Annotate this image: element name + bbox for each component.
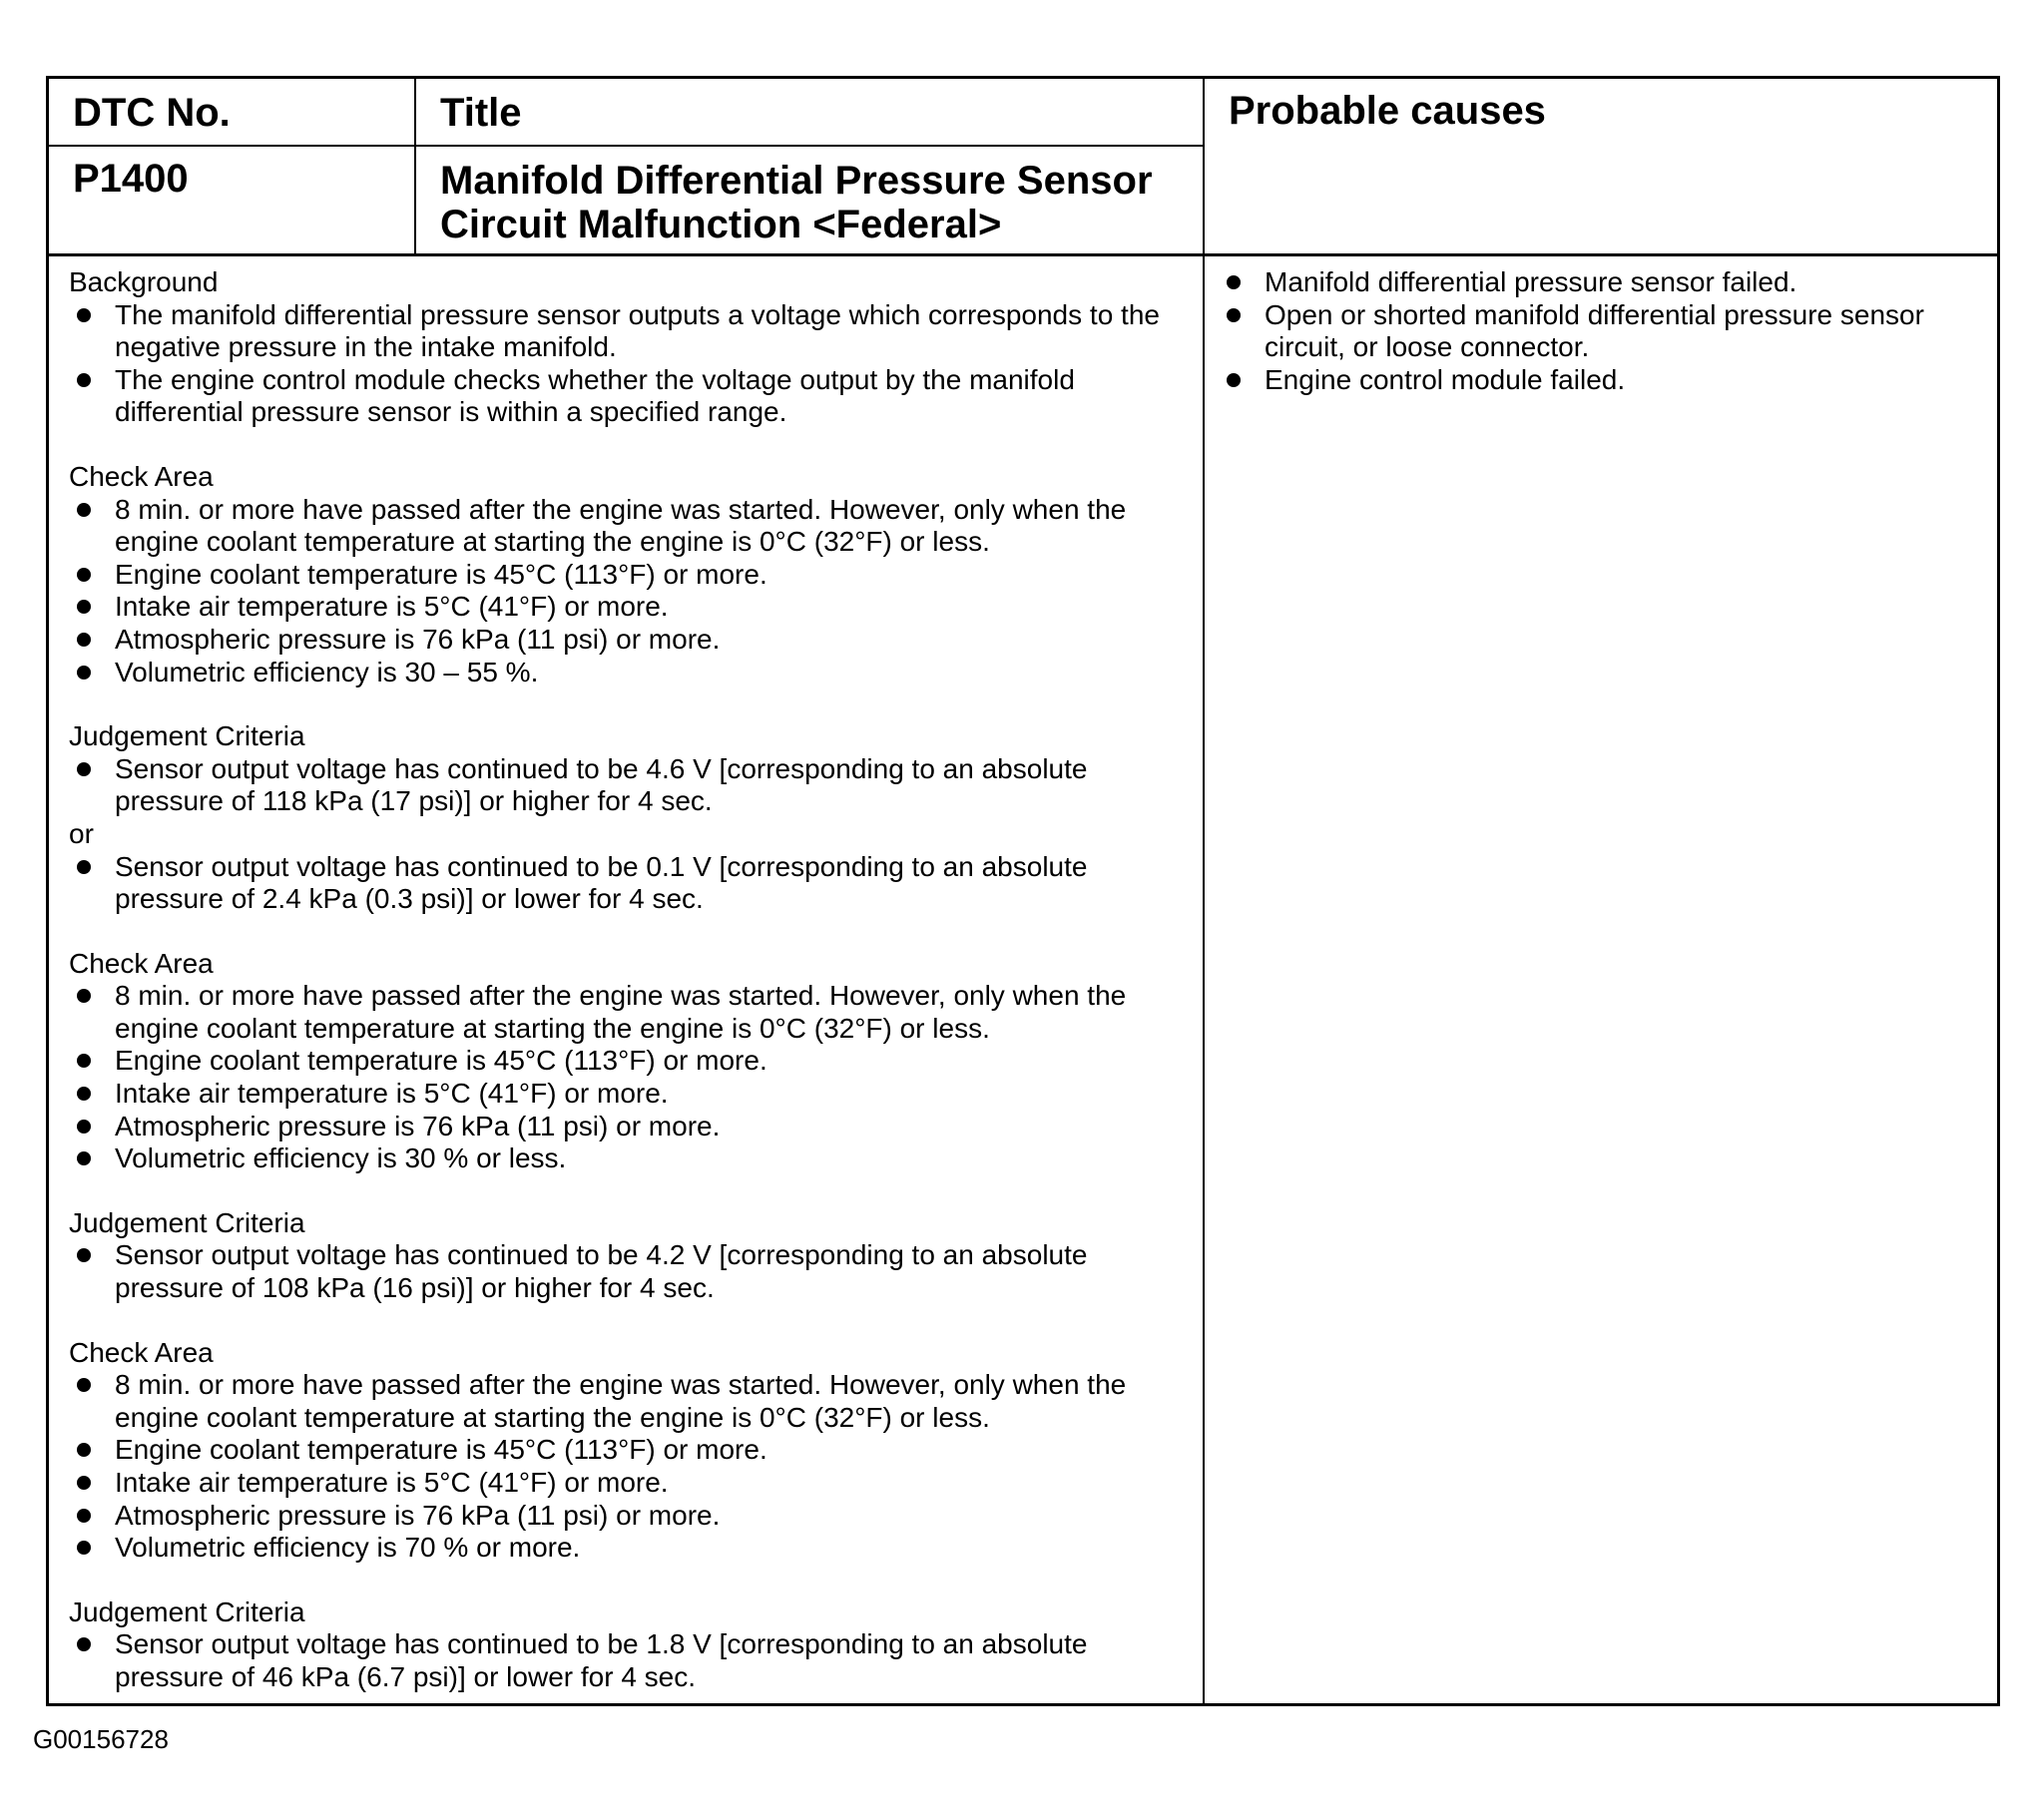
judgement-heading: Judgement Criteria bbox=[69, 720, 305, 752]
probable-cause-item: Open or shorted manifold differential pressure sensor circuit, or loose connector. bbox=[1219, 299, 1987, 364]
background-section bbox=[69, 266, 1192, 429]
check-area-item: Engine coolant temperature is 45°C (113°F) or more. bbox=[69, 559, 1192, 592]
header-dtc-no: DTC No. bbox=[73, 91, 231, 135]
check-area-item: Volumetric efficiency is 30 – 55 %. bbox=[69, 657, 1192, 689]
probable-causes-column bbox=[1219, 266, 1987, 396]
check-area-item: Volumetric efficiency is 30 % or less. bbox=[69, 1142, 1192, 1175]
judgement-heading: Judgement Criteria bbox=[69, 1595, 305, 1627]
check-area-section-2 bbox=[69, 948, 1192, 1175]
probable-cause-item: Manifold differential pressure sensor failed. bbox=[1219, 266, 1987, 299]
dtc-title bbox=[440, 159, 1153, 246]
judgement-item: Sensor output voltage has continued to be 0.1 V [corresponding to an absolute pressure of 2.4 kPa (0.3 psi)] or lower for 4 sec. bbox=[69, 851, 1192, 916]
divider-header-bottom bbox=[49, 253, 1997, 256]
dtc-title-line1: Manifold Differential Pressure Sensor bbox=[440, 159, 1153, 203]
judgement-item: Sensor output voltage has continued to be 1.8 V [corresponding to an absolute pressure of 46 kPa (6.7 psi)] or lower for 4 sec. bbox=[69, 1628, 1192, 1693]
judgement-heading: Judgement Criteria bbox=[69, 1206, 305, 1238]
check-area-item: Intake air temperature is 5°C (41°F) or more. bbox=[69, 1078, 1192, 1111]
judgement-section-1 bbox=[69, 720, 1192, 916]
divider-title-causes bbox=[1203, 79, 1205, 1703]
divider-header-row bbox=[49, 145, 1204, 147]
dtc-title-line2: Circuit Malfunction <Federal> bbox=[440, 203, 1002, 246]
check-area-item: Atmospheric pressure is 76 kPa (11 psi) or more. bbox=[69, 624, 1192, 657]
check-area-item: Engine coolant temperature is 45°C (113°F) or more. bbox=[69, 1045, 1192, 1078]
check-area-item: 8 min. or more have passed after the engine was started. However, only when the engine coolant temperature at starting the engine is 0°C (32°F) or less. bbox=[69, 494, 1192, 559]
judgement-item: Sensor output voltage has continued to be 4.2 V [corresponding to an absolute pressure of 108 kPa (16 psi)] or higher for 4 sec. bbox=[69, 1239, 1192, 1304]
figure-id: G00156728 bbox=[33, 1724, 169, 1754]
judgement-section-2 bbox=[69, 1207, 1192, 1305]
check-area-item: Intake air temperature is 5°C (41°F) or more. bbox=[69, 1467, 1192, 1500]
check-area-heading: Check Area bbox=[69, 947, 214, 979]
description-column bbox=[69, 266, 1192, 1726]
check-area-item: Intake air temperature is 5°C (41°F) or more. bbox=[69, 591, 1192, 624]
check-area-item: Atmospheric pressure is 76 kPa (11 psi) or more. bbox=[69, 1500, 1192, 1533]
check-area-item: 8 min. or more have passed after the engine was started. However, only when the engine coolant temperature at starting the engine is 0°C (32°F) or less. bbox=[69, 980, 1192, 1045]
judgement-section-3 bbox=[69, 1596, 1192, 1694]
header-title: Title bbox=[440, 91, 522, 135]
judgement-item: Sensor output voltage has continued to be 4.6 V [corresponding to an absolute pressure of 118 kPa (17 psi)] or higher for 4 sec. bbox=[69, 753, 1192, 818]
check-area-item: Volumetric efficiency is 70 % or more. bbox=[69, 1532, 1192, 1565]
header-probable-causes: Probable causes bbox=[1229, 89, 1546, 133]
dtc-code: P1400 bbox=[73, 157, 189, 201]
or-label: or bbox=[69, 817, 94, 849]
check-area-item: Atmospheric pressure is 76 kPa (11 psi) or more. bbox=[69, 1111, 1192, 1143]
check-area-section-1 bbox=[69, 461, 1192, 688]
background-heading: Background bbox=[69, 266, 219, 297]
check-area-heading: Check Area bbox=[69, 460, 214, 492]
dtc-table bbox=[46, 76, 2000, 1706]
background-item: The manifold differential pressure sensor outputs a voltage which corresponds to the negative pressure in the intake manifold. bbox=[69, 299, 1192, 364]
divider-dtc-title bbox=[414, 79, 416, 254]
probable-cause-item: Engine control module failed. bbox=[1219, 364, 1987, 397]
background-item: The engine control module checks whether the voltage output by the manifold differential pressure sensor is within a specified range. bbox=[69, 364, 1192, 429]
check-area-section-3 bbox=[69, 1337, 1192, 1565]
check-area-item: 8 min. or more have passed after the engine was started. However, only when the engine coolant temperature at starting the engine is 0°C (32°F) or less. bbox=[69, 1369, 1192, 1434]
check-area-heading: Check Area bbox=[69, 1336, 214, 1368]
check-area-item: Engine coolant temperature is 45°C (113°F) or more. bbox=[69, 1434, 1192, 1467]
